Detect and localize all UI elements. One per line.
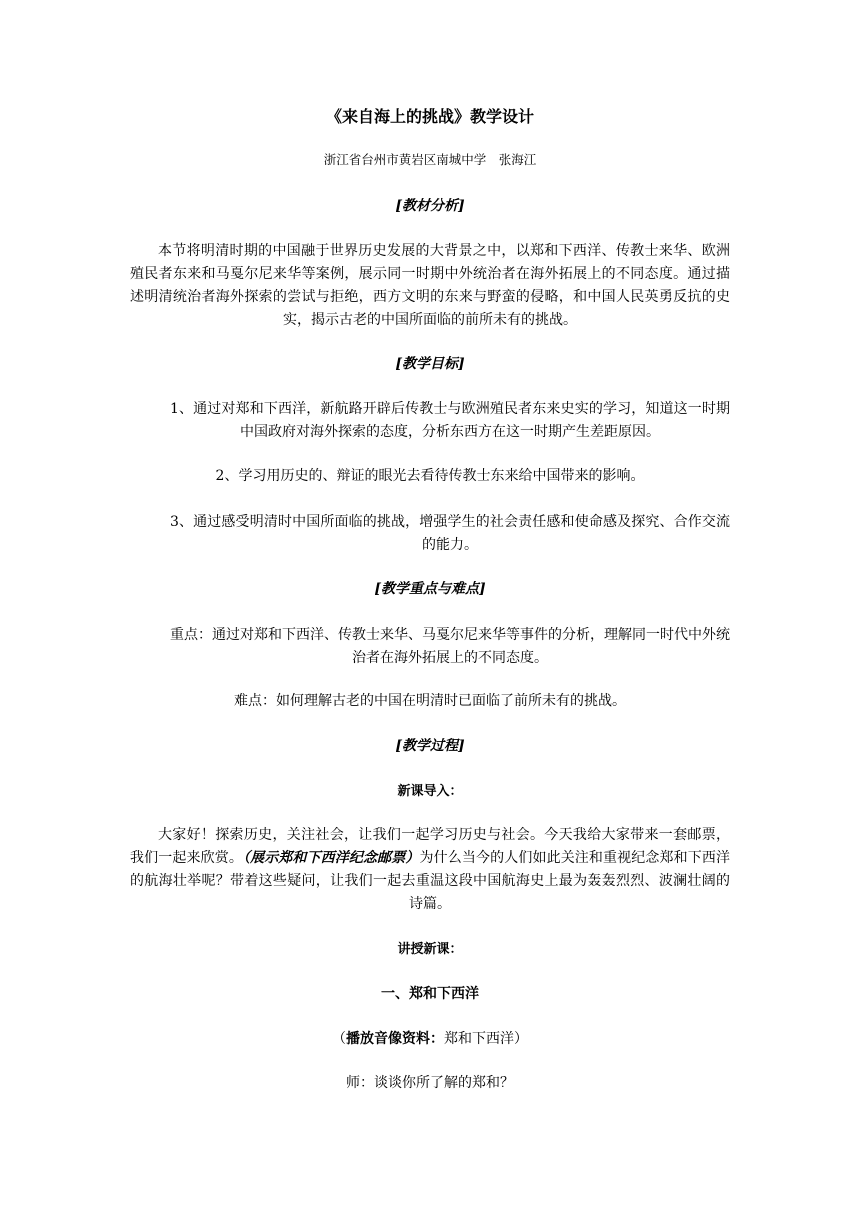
media-note: （播放音像资料：郑和下西洋） [332,1031,528,1047]
section-heading-analysis: [教材分析] [395,198,465,214]
intro-text-start: 大家好！探索历史，关注社会，让我们一起学习历史与社会。今天我给大家带来一套邮票，我们一起来欣赏。 [130,827,730,866]
media-label: 播放音像资料： [346,1031,444,1047]
teacher-question: 师：谈谈你所了解的郑和？ [346,1075,514,1091]
media-title: 郑和下西洋 [444,1031,514,1047]
intro-heading: 新课导入： [397,784,463,799]
section-heading-process: [教学过程] [395,738,465,754]
stamp-display-note: （展示郑和下西洋纪念邮票） [242,850,420,866]
document-title: 《来自海上的挑战》教学设计 [325,107,534,126]
section-heading-keypoints: [教学重点与难点] [374,581,486,597]
part-one-heading: 一、郑和下西洋 [381,986,479,1002]
key-point-paragraph: 重点：通过对郑和下西洋、传教士来华、马戛尔尼来华等事件的分析，理解同一时代中外统治者在海外拓展上的不同态度。 [170,627,730,666]
difficult-point-paragraph: 难点：如何理解古老的中国在明清时已面临了前所未有的挑战。 [234,693,626,709]
goal-item-3: 3、通过感受明清时中国所面临的挑战，增强学生的社会责任感和使命感及探究、合作交流的能力。 [170,514,730,553]
goal-item-1: 1、通过对郑和下西洋，新航路开辟后传教士与欧洲殖民者东来史实的学习，知道这一时期中国政府对海外探索的态度，分析东西方在这一时期产生差距原因。 [170,401,730,440]
author-byline: 浙江省台州市黄岩区南城中学 张海江 [323,152,537,167]
intro-paragraph [130,824,730,916]
new-lesson-heading: 讲授新课： [397,942,463,957]
section-heading-goals: [教学目标] [395,356,465,372]
analysis-paragraph: 本节将明清时期的中国融于世界历史发展的大背景之中，以郑和下西洋、传教士来华、欧洲殖民者东来和马戛尔尼来华等案例，展示同一时期中外统治者在海外拓展上的不同态度。通过描述明清统治者海外探索的尝试与拒绝，西方文明的东来与野蛮的侵略，和中国人民英勇反抗的史实，揭示古老的中国所面临的前所未有的挑战。 [130,243,730,328]
goal-item-2: 2、学习用历史的、辩证的眼光去看待传教士东来给中国带来的影响。 [215,468,645,484]
intro-text-end: 为什么当今的人们如此关注和重视纪念郑和下西洋的航海壮举呢？带着这些疑问，让我们一起去重温这段中国航海史上最为轰轰烈烈、波澜壮阔的诗篇。 [130,850,730,912]
